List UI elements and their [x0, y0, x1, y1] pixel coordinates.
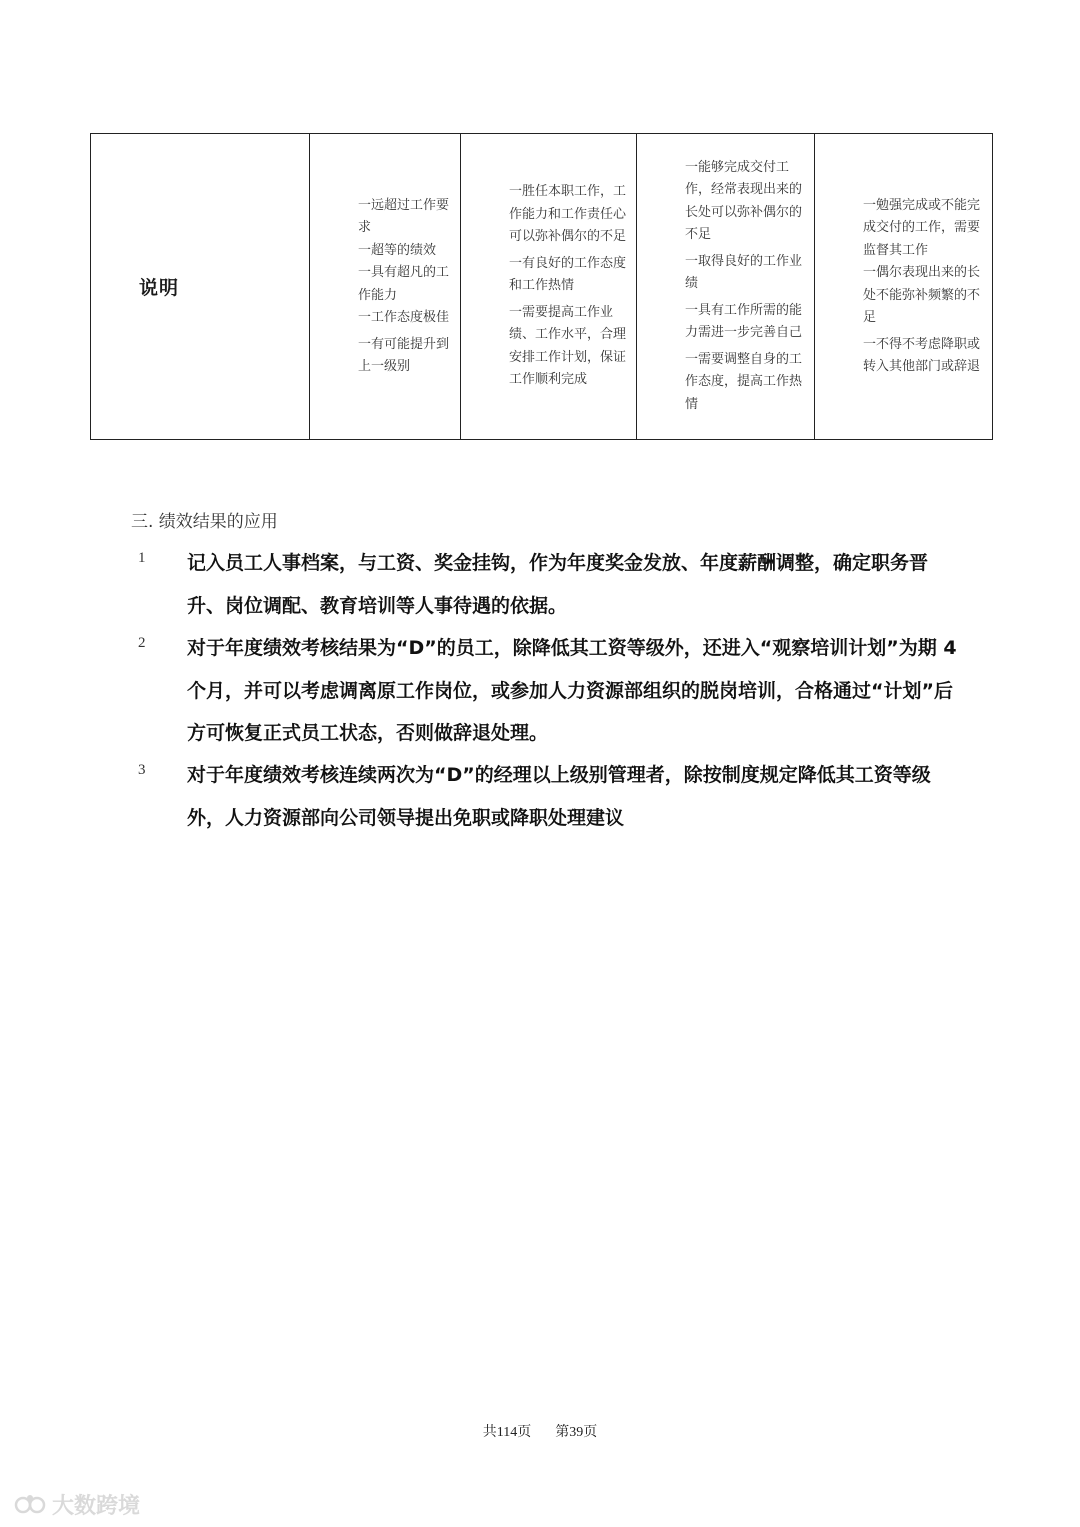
grade-cell-2	[461, 134, 637, 440]
item-number: 2	[138, 635, 146, 651]
desc-line: 一胜任本职工作，工作能力和工作责任心可以弥补偶尔的不足	[509, 184, 627, 245]
row-label: 说明	[91, 134, 310, 440]
item-text: 记入员工人事档案，与工资、奖金挂钩，作为年度奖金发放、年度薪酬调整，确定职务晋升、岗位调配、教育培训等人事待遇的依据。	[187, 552, 929, 617]
desc-line: 一能够完成交付工作，经常表现出来的长处可以弥补偶尔的不足	[685, 159, 803, 243]
desc-line: 一具有超凡的工作能力	[358, 265, 450, 303]
desc-line: 一偶尔表现出来的长处不能弥补频繁的不足	[863, 265, 981, 325]
section-heading: 三. 绩效结果的应用	[131, 512, 278, 532]
desc-line: 一远超过工作要求	[358, 197, 450, 235]
grade-cell-1	[310, 134, 461, 440]
item-number: 1	[138, 550, 146, 566]
desc-line: 一不得不考虑降职或转入其他部门或辞退	[863, 336, 981, 374]
desc-line: 一需要调整自身的工作态度，提高工作热情	[685, 351, 803, 412]
item-number: 3	[138, 762, 146, 778]
desc-line: 一有可能提升到上一级别	[358, 336, 450, 374]
desc-line: 一工作态度极佳	[358, 310, 450, 325]
item-text: 对于年度绩效考核连续两次为“D”的经理以上级别管理者，除按制度规定降低其工资等级外，人力资源部向公司领导提出免职或降职处理建议	[187, 764, 931, 829]
grade-description-table	[90, 133, 993, 440]
desc-line: 一需要提高工作业绩、工作水平，合理安排工作计划，保证工作顺利完成	[509, 304, 627, 388]
grade-cell-4	[815, 134, 993, 440]
desc-line: 一有良好的工作态度和工作热情	[509, 255, 627, 294]
desc-line: 一取得良好的工作业绩	[685, 253, 803, 292]
desc-line: 一具有工作所需的能力需进一步完善自己	[685, 302, 803, 341]
watermark-text: 大数跨境	[52, 1494, 141, 1519]
page-footer	[0, 1421, 1080, 1441]
current-page: 第39页	[555, 1425, 598, 1440]
desc-line: 一超等的绩效	[358, 242, 437, 258]
grade-cell-3	[637, 134, 815, 440]
table-row	[91, 134, 993, 440]
watermark	[14, 1489, 140, 1520]
watermark-logo-icon	[14, 1492, 48, 1518]
desc-line: 一勉强完成或不能完成交付的工作，需要监督其工作	[863, 197, 981, 258]
total-pages: 共114页	[482, 1425, 532, 1440]
item-text: 对于年度绩效考核结果为“D”的员工，除降低其工资等级外，还进入“观察培训计划”为期 4 个月，并可以考虑调离原工作岗位，或参加人力资源部组织的脱岗培训，合格通过“计划”后方可恢复正式员工状态，否则做辞退处理。	[187, 637, 957, 744]
